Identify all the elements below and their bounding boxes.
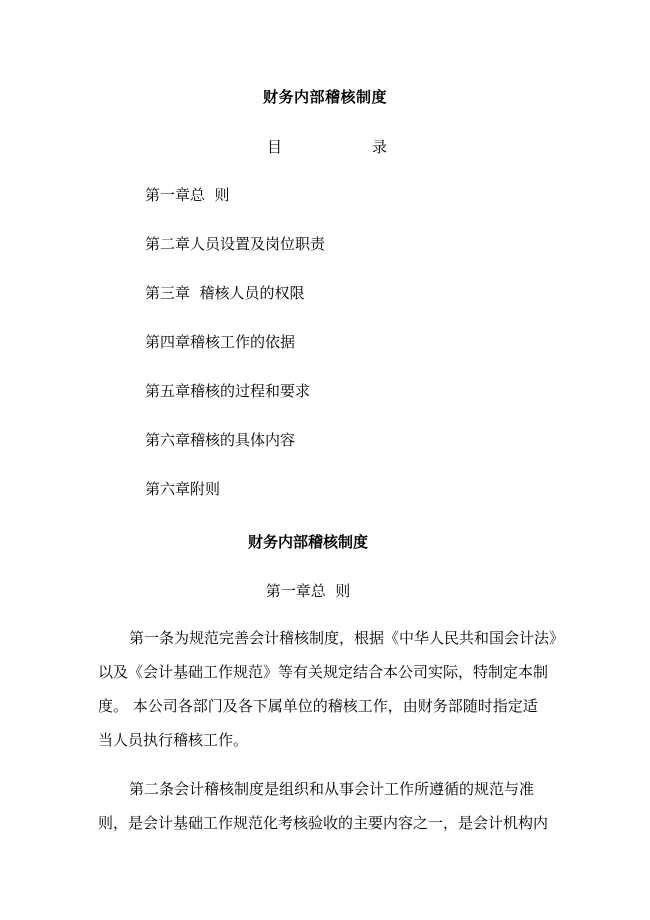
article-1-paragraph — [98, 621, 565, 757]
toc-heading-left: 目 — [267, 138, 283, 156]
toc-heading-right: 录 — [371, 138, 387, 156]
article-1-line: 度。 本公司各部门及各下属单位的稽核工作，由财务部随时指定适 — [98, 697, 538, 715]
toc-item-chapter-4: 第四章稽核工作的依据 — [145, 333, 296, 351]
toc-heading — [267, 136, 387, 157]
article-1-line: 以及《会计基础工作规范》等有关规定结合本公司实际，特制定本制 — [98, 663, 549, 681]
toc-item-chapter-2: 第二章人员设置及岗位职责 — [145, 235, 326, 253]
body-title: 财务内部稽核制度 — [247, 533, 368, 551]
toc-item-appendix: 第六章附则 — [145, 480, 221, 498]
toc-item-chapter-3: 第三章 稽核人员的权限 — [145, 284, 305, 302]
article-2-line: 第二条会计稽核制度是组织和从事会计工作所遵循的规范与准 — [129, 780, 535, 798]
article-2-line: 则，是会计基础工作规范化考核验收的主要内容之一，是会计机构内 — [98, 814, 549, 832]
document-title: 财务内部稽核制度 — [262, 88, 387, 106]
article-1-line: 第一条为规范完善会计稽核制度，根据《中华人民共和国会计法》 — [129, 629, 565, 647]
article-2-paragraph — [98, 772, 550, 840]
toc-list — [145, 184, 325, 527]
toc-item-chapter-1: 第一章总 则 — [145, 186, 230, 204]
article-1-line: 当人员执行稽核工作。 — [98, 731, 249, 749]
toc-item-chapter-6: 第六章稽核的具体内容 — [145, 431, 296, 449]
toc-item-chapter-5: 第五章稽核的过程和要求 — [145, 382, 311, 400]
chapter-1-heading: 第一章总 则 — [265, 582, 351, 600]
